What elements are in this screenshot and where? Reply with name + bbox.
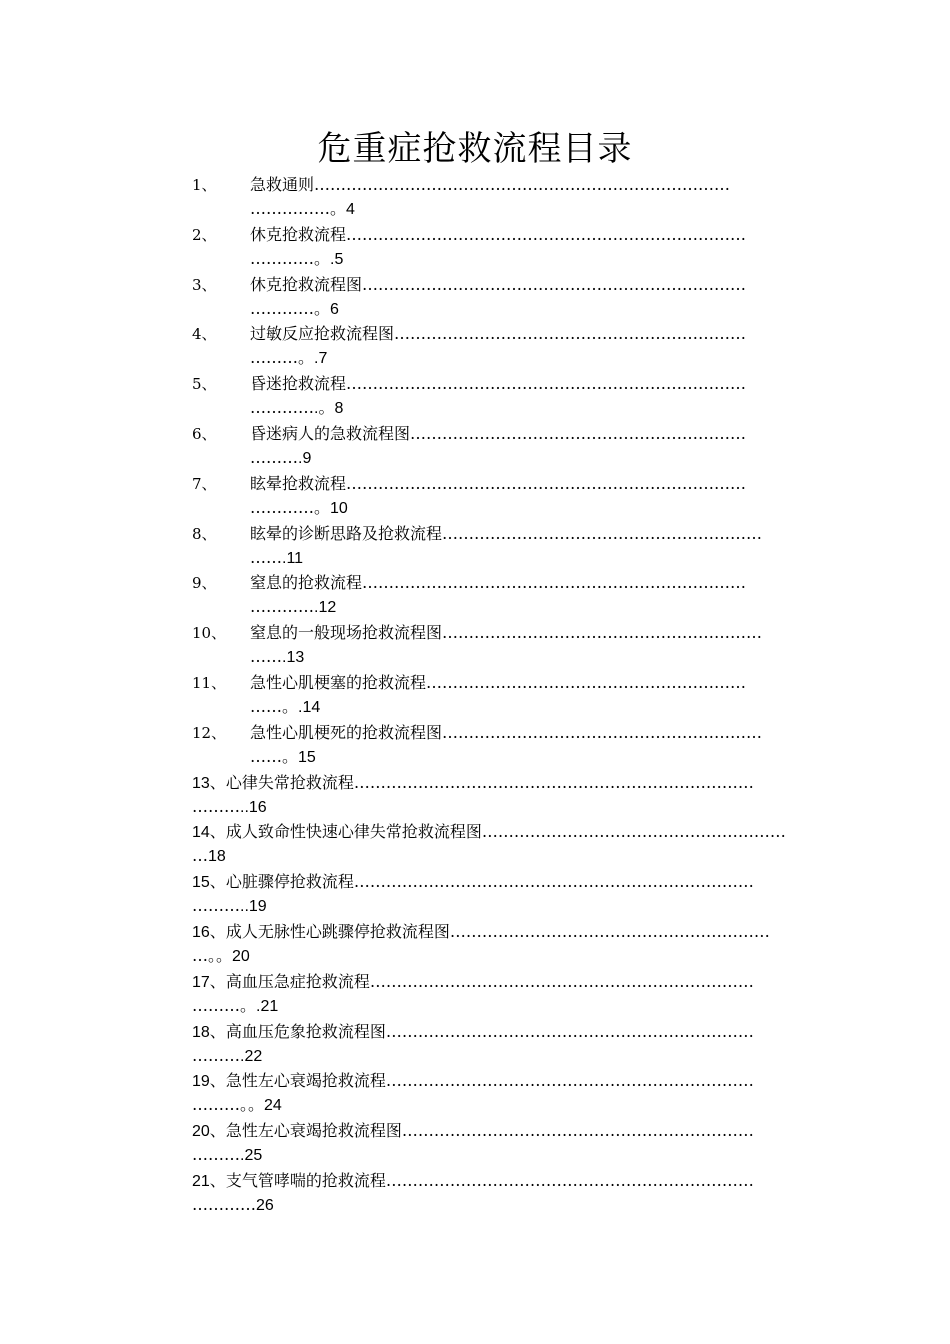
toc-page-number: 。.7 xyxy=(298,350,328,368)
toc-entry-20[interactable] xyxy=(192,1118,804,1168)
toc-entry-title: 昏迷抢救流程 xyxy=(250,374,347,394)
toc-leader-dots: …………………………………………………… xyxy=(442,722,763,742)
toc-leader-dots: …………………………………………………………… xyxy=(385,1071,754,1091)
toc-leader-dots: ……… xyxy=(192,1045,240,1065)
toc-page-number: 。。20 xyxy=(208,947,250,965)
toc-entry-title: 窒息的抢救流程 xyxy=(250,573,363,593)
toc-entry-title: 成人无脉性心跳骤停抢救流程图 xyxy=(225,921,450,941)
toc-leader-dots: ……………………………………………………………… xyxy=(369,971,754,991)
toc-leader-dots: …………………………………………………………………… xyxy=(314,175,731,194)
toc-entry-1[interactable] xyxy=(192,172,804,222)
toc-page-number: 。10 xyxy=(314,499,348,517)
toc-entry-title: 高血压危象抢救流程图 xyxy=(225,1021,386,1041)
toc-leader-dots: ……………………………………………………………… xyxy=(362,274,747,294)
toc-page-number: 。15 xyxy=(282,748,316,766)
toc-leader-dots: …… xyxy=(250,746,282,766)
toc-entry-17[interactable] xyxy=(192,969,804,1019)
toc-page-number: ..19 xyxy=(240,898,267,916)
toc-page-number: .13 xyxy=(282,649,305,667)
toc-page-number: .12 xyxy=(314,599,337,617)
toc-entry-14[interactable] xyxy=(192,819,804,869)
toc-page-number: .9 xyxy=(298,449,312,467)
toc-entry-number: 21、 xyxy=(192,1172,226,1190)
toc-leader-dots: ……… xyxy=(250,348,298,368)
toc-entry-title: 心脏骤停抢救流程 xyxy=(225,872,354,892)
toc-entry-19[interactable] xyxy=(192,1068,804,1118)
toc-page-number: 26 xyxy=(256,1196,274,1214)
toc-entry-number: 6、 xyxy=(192,424,217,443)
toc-leader-dots: …………………………………………………………… xyxy=(385,1021,754,1041)
toc-entry-number: 10、 xyxy=(192,624,227,643)
toc-entry-title: 急性心肌梗塞的抢救流程 xyxy=(250,672,427,692)
toc-leader-dots: … xyxy=(192,846,208,866)
toc-leader-dots: ……… xyxy=(192,896,240,916)
toc-entry-number: 7、 xyxy=(192,474,217,493)
toc-page-number: 18 xyxy=(208,848,226,866)
toc-entry-title: 心律失常抢救流程 xyxy=(225,772,354,792)
toc-entry-title: 急救通则 xyxy=(250,175,315,194)
toc-entry-title: 眩晕的诊断思路及抢救流程 xyxy=(250,523,443,543)
toc-entry-title: 急性左心衰竭抢救流程图 xyxy=(225,1121,402,1141)
toc-entry-number: 11、 xyxy=(192,673,227,692)
toc-entry-10[interactable] xyxy=(192,620,804,670)
toc-leader-dots: ……………………………………………………… xyxy=(410,423,747,443)
toc-page-number: ..16 xyxy=(240,798,267,816)
toc-entry-title: 支气管哮喘的抢救流程 xyxy=(225,1170,386,1190)
toc-entry-16[interactable] xyxy=(192,919,804,969)
table-of-contents xyxy=(192,172,804,1218)
toc-leader-dots: ………………………………………………… xyxy=(481,822,786,842)
toc-entry-7[interactable] xyxy=(192,471,804,521)
toc-page-number: .22 xyxy=(240,1047,263,1065)
toc-entry-number: 16、 xyxy=(192,923,226,941)
toc-entry-number: 13、 xyxy=(192,774,226,792)
toc-leader-dots: ……… xyxy=(192,1095,240,1115)
toc-entry-11[interactable] xyxy=(192,670,804,720)
toc-leader-dots: ………… xyxy=(250,398,314,418)
toc-entry-number: 8、 xyxy=(192,524,217,543)
toc-page-number: 。.14 xyxy=(282,698,321,716)
toc-entry-4[interactable] xyxy=(192,321,804,371)
toc-entry-title: 急性左心衰竭抢救流程 xyxy=(225,1071,386,1091)
toc-leader-dots: …………………………………………………… xyxy=(442,523,763,543)
toc-entry-title: 眩晕抢救流程 xyxy=(250,473,347,493)
toc-entry-title: 急性心肌梗死的抢救流程图 xyxy=(250,722,443,742)
page-title: 危重症抢救流程目录 xyxy=(317,129,633,169)
toc-entry-title: 成人致命性快速心律失常抢救流程图 xyxy=(225,822,482,842)
toc-leader-dots: ……… xyxy=(192,995,240,1015)
toc-entry-number: 1、 xyxy=(192,176,217,194)
toc-entry-number: 20、 xyxy=(192,1123,226,1141)
toc-entry-6[interactable] xyxy=(192,421,804,471)
toc-leader-dots: …………………………………………………… xyxy=(449,921,770,941)
toc-entry-13[interactable] xyxy=(192,770,804,820)
toc-page-number: .。8 xyxy=(314,400,344,418)
toc-entry-title: 高血压急症抢救流程 xyxy=(225,971,370,991)
toc-entry-number: 9、 xyxy=(192,574,217,593)
toc-entry-title: 过敏反应抢救流程图 xyxy=(250,324,395,344)
toc-leader-dots: ………………………………………………………………… xyxy=(346,473,747,493)
toc-page-number: 。.21 xyxy=(240,997,279,1015)
toc-entry-title: 窒息的一般现场抢救流程图 xyxy=(250,623,443,643)
toc-leader-dots: …… xyxy=(250,696,282,716)
toc-leader-dots: ……… xyxy=(192,796,240,816)
toc-leader-dots: ………………………………………………………………… xyxy=(346,224,747,244)
toc-leader-dots: …………………………………………………………… xyxy=(385,1170,754,1190)
toc-entry-number: 15、 xyxy=(192,874,226,892)
toc-leader-dots: ………………………………………………………………… xyxy=(353,872,754,892)
toc-entry-number: 5、 xyxy=(192,375,217,394)
toc-leader-dots: …………………………………………………… xyxy=(426,672,747,692)
toc-leader-dots: ………………………………………………………… xyxy=(401,1121,754,1141)
toc-entry-number: 17、 xyxy=(192,973,226,991)
toc-entry-8[interactable] xyxy=(192,521,804,571)
toc-page-number: 。4 xyxy=(330,201,355,218)
toc-leader-dots: …… xyxy=(250,547,282,567)
toc-leader-dots: ……… xyxy=(192,1145,240,1165)
toc-entry-18[interactable] xyxy=(192,1019,804,1069)
toc-leader-dots: ……………………………………………………………… xyxy=(362,573,747,593)
toc-entry-number: 12、 xyxy=(192,723,227,742)
toc-leader-dots: ………… xyxy=(250,597,314,617)
toc-leader-dots: … xyxy=(192,945,208,965)
toc-entry-title: 休克抢救流程图 xyxy=(250,274,363,294)
toc-entry-number: 3、 xyxy=(192,275,217,294)
toc-page-number: 。。24 xyxy=(240,1097,282,1115)
toc-leader-dots: ………… xyxy=(250,298,314,318)
toc-leader-dots: …………………………………………………… xyxy=(442,623,763,643)
toc-entry-number: 14、 xyxy=(192,824,226,842)
toc-leader-dots: ……… xyxy=(250,447,298,467)
toc-entry-number: 2、 xyxy=(192,225,217,244)
toc-leader-dots: …………… xyxy=(250,199,330,218)
toc-entry-21[interactable] xyxy=(192,1168,804,1218)
toc-leader-dots: ………………………………………………………………… xyxy=(346,374,747,394)
toc-entry-3[interactable] xyxy=(192,272,804,322)
toc-entry-title: 休克抢救流程 xyxy=(250,224,347,244)
toc-entry-title: 昏迷病人的急救流程图 xyxy=(250,423,411,443)
toc-page-number: 。.5 xyxy=(314,250,344,268)
toc-leader-dots: …… xyxy=(250,647,282,667)
toc-entry-2[interactable] xyxy=(192,222,804,272)
toc-entry-12[interactable] xyxy=(192,720,804,770)
toc-page-number: .25 xyxy=(240,1147,263,1165)
toc-leader-dots: ………… xyxy=(250,497,314,517)
toc-entry-number: 19、 xyxy=(192,1073,226,1091)
toc-entry-9[interactable] xyxy=(192,570,804,620)
toc-entry-5[interactable] xyxy=(192,371,804,421)
toc-leader-dots: ………………………………………………………… xyxy=(394,324,747,344)
toc-entry-15[interactable] xyxy=(192,869,804,919)
toc-page-number: 。6 xyxy=(314,300,339,318)
toc-leader-dots: ………………………………………………………………… xyxy=(353,772,754,792)
toc-entry-number: 4、 xyxy=(192,325,217,344)
toc-entry-number: 18、 xyxy=(192,1023,226,1041)
toc-leader-dots: ………… xyxy=(250,248,314,268)
toc-leader-dots: ………… xyxy=(192,1194,256,1214)
toc-page-number: .11 xyxy=(282,549,304,567)
